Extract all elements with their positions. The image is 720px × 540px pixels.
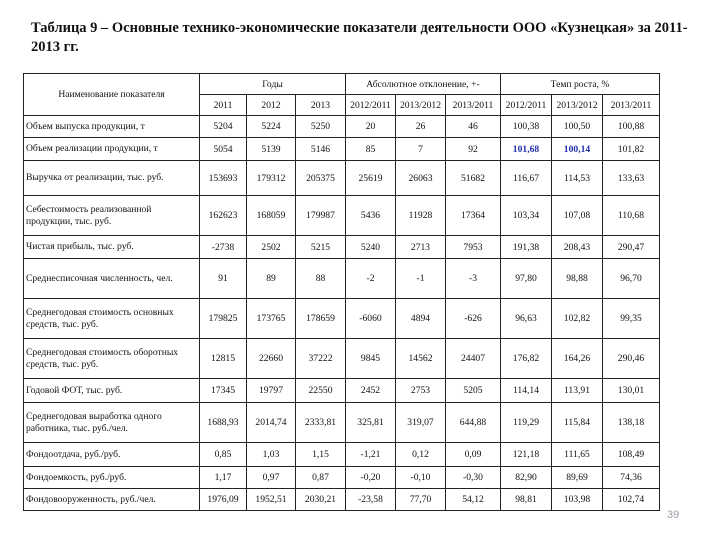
- value-cell: 2452: [346, 379, 396, 403]
- value-cell: 74,36: [603, 467, 660, 489]
- value-cell: 179825: [200, 299, 247, 339]
- value-cell: 5146: [296, 138, 346, 161]
- indicator-name: Среднегодовая стоимость оборотных средств, тыс. руб.: [24, 339, 200, 379]
- value-cell: -0,10: [396, 467, 446, 489]
- value-cell: 98,81: [501, 489, 552, 511]
- column-header: 2012/2011: [346, 95, 396, 116]
- table-row: [24, 138, 660, 161]
- table-row: [24, 467, 660, 489]
- value-cell: 0,87: [296, 467, 346, 489]
- value-cell: -1,21: [346, 443, 396, 467]
- value-cell: 92: [446, 138, 501, 161]
- value-cell: -1: [396, 259, 446, 299]
- indicator-name: Среднесписочная численность, чел.: [24, 259, 200, 299]
- value-cell: 19797: [247, 379, 296, 403]
- abs-deviation-group-header: Абсолютное отклонение, +-: [346, 74, 501, 95]
- indicators-table: [23, 73, 660, 511]
- value-cell: 108,49: [603, 443, 660, 467]
- value-cell: 101,68: [501, 138, 552, 161]
- value-cell: 5139: [247, 138, 296, 161]
- years-group-header: Годы: [200, 74, 346, 95]
- value-cell: 5240: [346, 236, 396, 259]
- value-cell: 1976,09: [200, 489, 247, 511]
- value-cell: 179312: [247, 161, 296, 196]
- indicator-name: Выручка от реализации, тыс. руб.: [24, 161, 200, 196]
- table-row: [24, 339, 660, 379]
- value-cell: 176,82: [501, 339, 552, 379]
- value-cell: 115,84: [552, 403, 603, 443]
- table-title: Таблица 9 – Основные технико-экономические показатели деятельности ООО «Кузнецкая» за 2011-2013 гг.: [31, 20, 688, 55]
- value-cell: 99,35: [603, 299, 660, 339]
- indicator-name: Годовой ФОТ, тыс. руб.: [24, 379, 200, 403]
- value-cell: -3: [446, 259, 501, 299]
- value-cell: 1,17: [200, 467, 247, 489]
- value-cell: -2738: [200, 236, 247, 259]
- column-header: 2013/2012: [552, 95, 603, 116]
- value-cell: 153693: [200, 161, 247, 196]
- value-cell: 5250: [296, 116, 346, 138]
- value-cell: 2014,74: [247, 403, 296, 443]
- table-row: [24, 403, 660, 443]
- table-body: [24, 116, 660, 511]
- value-cell: 164,26: [552, 339, 603, 379]
- value-cell: 114,53: [552, 161, 603, 196]
- value-cell: 103,34: [501, 196, 552, 236]
- value-cell: 26: [396, 116, 446, 138]
- value-cell: 116,67: [501, 161, 552, 196]
- value-cell: 82,90: [501, 467, 552, 489]
- value-cell: 0,12: [396, 443, 446, 467]
- value-cell: 101,82: [603, 138, 660, 161]
- value-cell: 100,50: [552, 116, 603, 138]
- value-cell: 100,14: [552, 138, 603, 161]
- value-cell: 178659: [296, 299, 346, 339]
- value-cell: 11928: [396, 196, 446, 236]
- value-cell: 205375: [296, 161, 346, 196]
- value-cell: 1,03: [247, 443, 296, 467]
- value-cell: 96,63: [501, 299, 552, 339]
- indicator-name: Объем выпуска продукции, т: [24, 116, 200, 138]
- value-cell: 4894: [396, 299, 446, 339]
- indicator-name: Фондоемкость, руб./руб.: [24, 467, 200, 489]
- value-cell: -23,58: [346, 489, 396, 511]
- value-cell: 130,01: [603, 379, 660, 403]
- value-cell: -626: [446, 299, 501, 339]
- value-cell: 100,38: [501, 116, 552, 138]
- value-cell: 0,85: [200, 443, 247, 467]
- value-cell: 37222: [296, 339, 346, 379]
- page-number: 39: [667, 509, 680, 521]
- value-cell: 25619: [346, 161, 396, 196]
- indicator-name: Среднегодовая стоимость основных средств, тыс. руб.: [24, 299, 200, 339]
- value-cell: 85: [346, 138, 396, 161]
- value-cell: 20: [346, 116, 396, 138]
- value-cell: 179987: [296, 196, 346, 236]
- value-cell: 114,14: [501, 379, 552, 403]
- indicator-name: Фондоотдача, руб./руб.: [24, 443, 200, 467]
- value-cell: -2: [346, 259, 396, 299]
- value-cell: 0,09: [446, 443, 501, 467]
- value-cell: 290,46: [603, 339, 660, 379]
- column-header: 2013/2012: [396, 95, 446, 116]
- value-cell: 2502: [247, 236, 296, 259]
- indicator-header: Наименование показателя: [24, 74, 200, 116]
- value-cell: 1,15: [296, 443, 346, 467]
- table-row: [24, 236, 660, 259]
- value-cell: 2713: [396, 236, 446, 259]
- value-cell: 5205: [446, 379, 501, 403]
- value-cell: 290,47: [603, 236, 660, 259]
- column-header: 2012/2011: [501, 95, 552, 116]
- value-cell: 191,38: [501, 236, 552, 259]
- value-cell: 9845: [346, 339, 396, 379]
- value-cell: 26063: [396, 161, 446, 196]
- value-cell: 168059: [247, 196, 296, 236]
- value-cell: 14562: [396, 339, 446, 379]
- value-cell: 88: [296, 259, 346, 299]
- indicator-name: Среднегодовая выработка одного работника, тыс. руб./чел.: [24, 403, 200, 443]
- value-cell: 7953: [446, 236, 501, 259]
- column-header: 2013: [296, 95, 346, 116]
- value-cell: 133,63: [603, 161, 660, 196]
- value-cell: 0,97: [247, 467, 296, 489]
- value-cell: 644,88: [446, 403, 501, 443]
- table-row: [24, 116, 660, 138]
- table-row: [24, 196, 660, 236]
- value-cell: 107,08: [552, 196, 603, 236]
- indicator-name: Себестоимость реализованной продукции, тыс. руб.: [24, 196, 200, 236]
- column-header: 2012: [247, 95, 296, 116]
- value-cell: 96,70: [603, 259, 660, 299]
- indicator-name: Объем реализации продукции, т: [24, 138, 200, 161]
- value-cell: -0,20: [346, 467, 396, 489]
- value-cell: 102,74: [603, 489, 660, 511]
- value-cell: 5436: [346, 196, 396, 236]
- column-header: 2011: [200, 95, 247, 116]
- column-header: 2013/2011: [603, 95, 660, 116]
- value-cell: 5204: [200, 116, 247, 138]
- value-cell: 119,29: [501, 403, 552, 443]
- value-cell: 22660: [247, 339, 296, 379]
- value-cell: 1688,93: [200, 403, 247, 443]
- table-row: [24, 299, 660, 339]
- value-cell: 2753: [396, 379, 446, 403]
- value-cell: 138,18: [603, 403, 660, 443]
- value-cell: 89,69: [552, 467, 603, 489]
- value-cell: 22550: [296, 379, 346, 403]
- value-cell: 17364: [446, 196, 501, 236]
- value-cell: 91: [200, 259, 247, 299]
- value-cell: 98,88: [552, 259, 603, 299]
- table-row: [24, 259, 660, 299]
- value-cell: 208,43: [552, 236, 603, 259]
- growth-rate-group-header: Темп роста, %: [501, 74, 660, 95]
- value-cell: 103,98: [552, 489, 603, 511]
- value-cell: 24407: [446, 339, 501, 379]
- value-cell: 121,18: [501, 443, 552, 467]
- value-cell: 1952,51: [247, 489, 296, 511]
- value-cell: 113,91: [552, 379, 603, 403]
- value-cell: -6060: [346, 299, 396, 339]
- table-row: [24, 379, 660, 403]
- value-cell: 5224: [247, 116, 296, 138]
- value-cell: 162623: [200, 196, 247, 236]
- value-cell: 97,80: [501, 259, 552, 299]
- value-cell: 100,88: [603, 116, 660, 138]
- value-cell: 319,07: [396, 403, 446, 443]
- table-row: [24, 161, 660, 196]
- value-cell: 46: [446, 116, 501, 138]
- value-cell: 77,70: [396, 489, 446, 511]
- indicator-name: Чистая прибыль, тыс. руб.: [24, 236, 200, 259]
- value-cell: 111,65: [552, 443, 603, 467]
- column-header: 2013/2011: [446, 95, 501, 116]
- value-cell: 54,12: [446, 489, 501, 511]
- indicator-name: Фондовооруженность, руб./чел.: [24, 489, 200, 511]
- value-cell: 51682: [446, 161, 501, 196]
- value-cell: 102,82: [552, 299, 603, 339]
- table-row: [24, 489, 660, 511]
- value-cell: 5054: [200, 138, 247, 161]
- value-cell: 2333,81: [296, 403, 346, 443]
- table-header: [24, 74, 660, 116]
- value-cell: 325,81: [346, 403, 396, 443]
- table-row: [24, 443, 660, 467]
- value-cell: 2030,21: [296, 489, 346, 511]
- value-cell: 5215: [296, 236, 346, 259]
- value-cell: 173765: [247, 299, 296, 339]
- value-cell: 110,68: [603, 196, 660, 236]
- value-cell: 89: [247, 259, 296, 299]
- value-cell: 12815: [200, 339, 247, 379]
- value-cell: 7: [396, 138, 446, 161]
- value-cell: 17345: [200, 379, 247, 403]
- value-cell: -0,30: [446, 467, 501, 489]
